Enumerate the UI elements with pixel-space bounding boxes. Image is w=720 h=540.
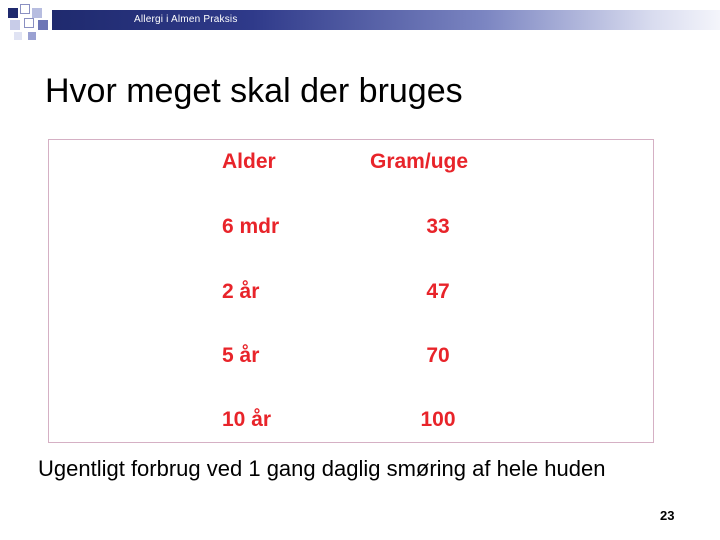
table-cell-grams: 100 — [420, 408, 456, 431]
table-cell-age: 2 år — [222, 280, 260, 303]
decor-square — [20, 4, 30, 14]
decor-square — [14, 32, 22, 40]
table-cell-age: 5 år — [222, 344, 260, 367]
decor-square — [24, 18, 34, 28]
decor-square — [8, 8, 18, 18]
decor-square — [32, 8, 42, 18]
decor-square — [10, 20, 20, 30]
table-cell-age: 6 mdr — [222, 215, 280, 238]
table-cell-grams: 47 — [426, 280, 450, 303]
decor-square — [28, 32, 36, 40]
page-number: 23 — [660, 508, 675, 523]
table-cell-age: 10 år — [222, 408, 272, 431]
slide-title: Hvor meget skal der bruges — [45, 72, 463, 110]
header-text: Allergi i Almen Praksis — [134, 14, 238, 25]
table-cell-grams: 70 — [426, 344, 450, 367]
table-header-grams: Gram/uge — [370, 150, 469, 173]
dosage-table — [48, 139, 654, 443]
decor-square — [38, 20, 48, 30]
table-header-age: Alder — [222, 150, 276, 173]
table-caption: Ugentligt forbrug ved 1 gang daglig smøring af hele huden — [38, 456, 606, 481]
table-cell-grams: 33 — [426, 215, 450, 238]
